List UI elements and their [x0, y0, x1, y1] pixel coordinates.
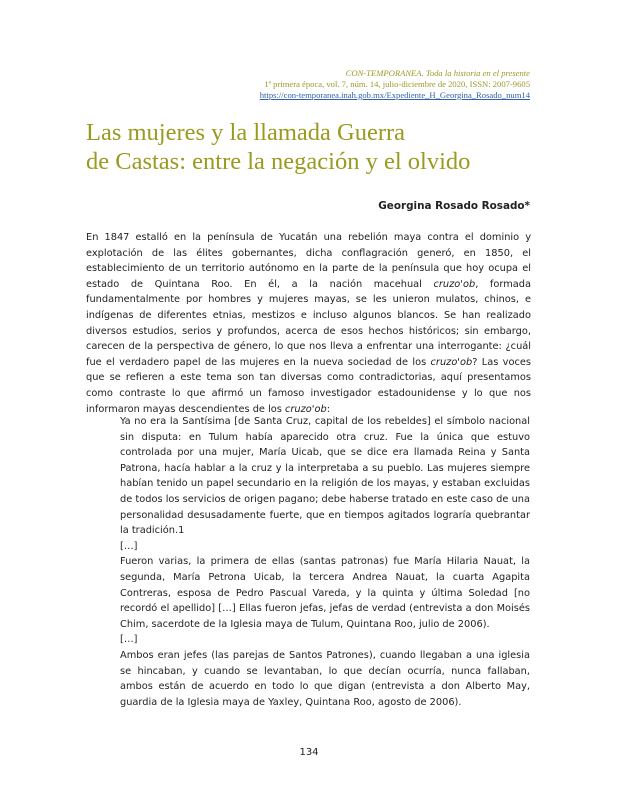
- journal-name: CON-TEMPORANEA. Toda la historia en el presente: [345, 68, 530, 78]
- quote-ellipsis-1: […]: [120, 540, 138, 552]
- journal-header: [260, 68, 530, 101]
- quote-paragraph-2: Fueron varias, la primera de ellas (santas patronas) fue María Hilaria Nauat, la segunda, María Petrona Uicab, la tercera Andrea Nauat, la cuarta Agapita Contreras, esposa de Pedro Pascual Vareda, y la quinta y última Soledad [no recordó el apellido] […] Ellas fueron jefas, jefas de verdad (entrevista a don Moisés Chim, sacerdote de la Iglesia maya de Tulum, Quintana Roo, julio de 2006).: [120, 556, 530, 630]
- intro-text-4: :: [326, 403, 330, 415]
- quote-paragraph-3: Ambos eran jefes (las parejas de Santos Patrones), cuando llegaban a una iglesia se hincaban, y cuando se levantaban, lo que decían ocurría, nunca fallaban, ambos están de acuerdo en todo lo que digan (entrevista a don Alberto May, guardia de la Iglesia maya de Yaxley, Quintana Roo, agosto de 2006).: [120, 649, 530, 708]
- block-quote: [120, 414, 530, 710]
- intro-text-1: En 1847 estalló en la península de Yucatán una rebelión maya contra el dominio y explotación de las élites gobernantes, dicha conflagración generó, en 1850, el establecimiento de un territorio autónomo en la parte de la península que hoy ocupa el estado de Quintana Roo. En él, a la nación macehual: [86, 232, 531, 290]
- intro-text-2: , formada fundamentalmente por hombres y mujeres mayas, se les unieron mulatos, chinos, e indígenas de diferentes etnias, mestizos e incluso algunos blancos. Se han realizado diversos estudios, serios y profundos, acerca de esos hechos históricos; sin embargo, carecen de la perspectiva de género, lo que nos lleva a enfrentar una interrogante: ¿cuál fue el verdadero papel de las mujeres en la nueva sociedad de los: [86, 278, 531, 368]
- article-title: [86, 118, 546, 176]
- intro-term-2: cruzo'ob: [430, 356, 473, 368]
- intro-term-1: cruzo'ob: [433, 278, 476, 290]
- intro-term-3: cruzo'ob: [285, 403, 327, 415]
- title-line-1: Las mujeres y la llamada Guerra: [86, 119, 406, 146]
- article-link[interactable]: https://con-temporanea.inah.gob.mx/Expediente_H_Georgina_Rosado_num14: [259, 90, 530, 100]
- quote-paragraph-1: Ya no era la Santísima [de Santa Cruz, capital de los rebeldes] el símbolo nacional sin disputa: en Tulum había aparecido otra cruz. Fue la única que estuvo controlada por una mujer, María Uicab, que se dice era llamada Reina y Santa Patrona, hacía hablar a la cruz y la interpretaba a su pueblo. Las mujeres siempre habían tenido un papel secundario en la religión de los mayas, y estaban excluidas de todos los servicios de origen pagano; debe haberse tratado en este caso de una personalidad desusadamente fuerte, que en tiempos agitados lograría quebrantar la tradición.1: [120, 416, 530, 537]
- title-line-2: de Castas: entre la negación y el olvido: [86, 148, 471, 175]
- page-number: 134: [299, 747, 319, 758]
- intro-paragraph: [86, 230, 531, 417]
- issue-info: 1ª primera época, vol. 7, núm. 14, julio-diciembre de 2020, ISSN: 2007-9605: [264, 79, 530, 89]
- quote-ellipsis-2: […]: [120, 634, 138, 646]
- author-name: Georgina Rosado Rosado*: [378, 200, 530, 212]
- intro-text-3: ? Las voces que se refieren a este tema son tan diversas como contradictorias, aquí presentamos como contraste lo que afirmó un famoso investigador estadounidense y lo que nos informaron mayas descendientes de los: [86, 356, 531, 415]
